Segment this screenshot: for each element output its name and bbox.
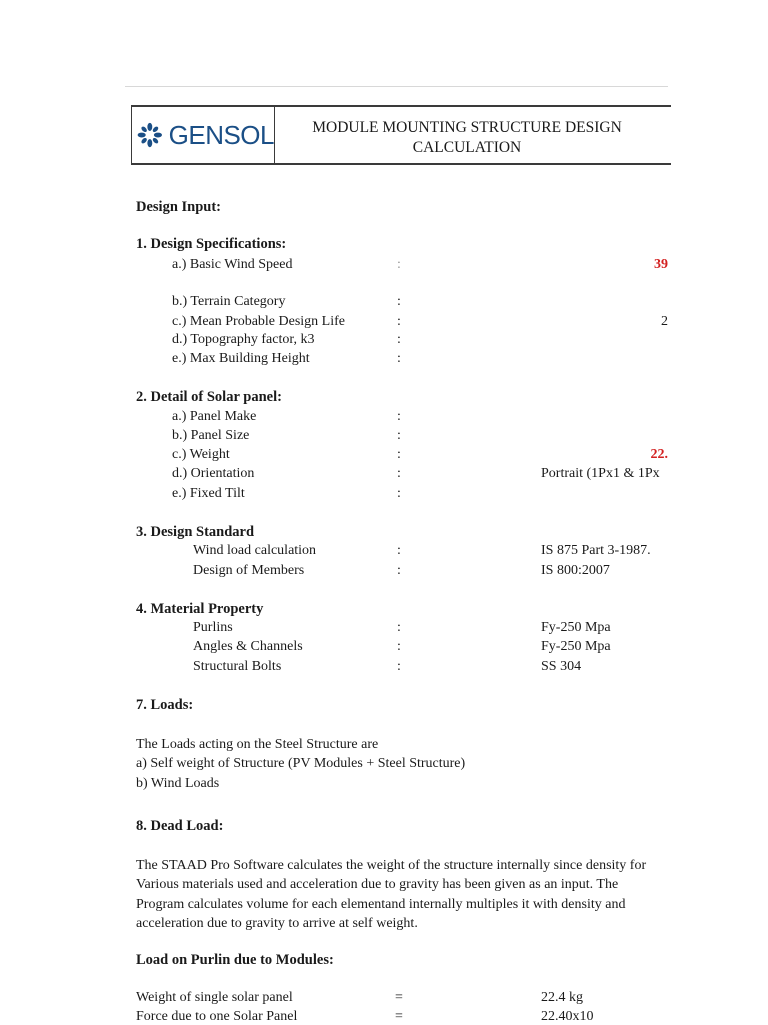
panel-label: b.) Panel Size [172, 428, 250, 443]
spec-colon: : [397, 332, 401, 347]
material-label: Purlins [193, 620, 233, 635]
paragraph-line: b) Wind Loads [136, 775, 220, 791]
spec-label: b.) Terrain Category [172, 294, 286, 309]
panel-colon: : [397, 486, 401, 501]
purlin-label: Force due to one Solar Panel [136, 1009, 298, 1024]
design-input-heading: Design Input: [136, 199, 222, 215]
spec-label: c.) Mean Probable Design Life [172, 314, 345, 329]
standard-colon: : [397, 543, 401, 558]
standard-colon: : [397, 563, 401, 578]
material-colon: : [397, 639, 401, 654]
spec-colon: : [397, 351, 401, 366]
paragraph-line: a) Self weight of Structure (PV Modules + Steel Structure) [136, 756, 466, 772]
purlin-value: 22.4 kg [541, 990, 583, 1005]
section-2-heading: 2. Detail of Solar panel: [136, 389, 282, 405]
section-1-heading: 1. Design Specifications: [136, 236, 287, 252]
panel-label: d.) Orientation [172, 466, 255, 481]
spec-label: a.) Basic Wind Speed [172, 257, 293, 272]
spec-colon: : [397, 257, 401, 272]
material-value: Fy-250 Mpa [541, 639, 611, 654]
panel-colon: : [397, 409, 401, 424]
equals-sign: = [395, 990, 403, 1005]
document-title [275, 107, 671, 163]
panel-colon: : [397, 447, 401, 462]
purlin-label: Weight of single solar panel [136, 990, 293, 1005]
spec-label: d.) Topography factor, k3 [172, 332, 315, 347]
standard-value: IS 875 Part 3-1987. [541, 543, 651, 558]
material-value: Fy-250 Mpa [541, 620, 611, 635]
material-value: SS 304 [541, 659, 582, 674]
paragraph-line: Various materials used and acceleration due to gravity has been given as an input. The [136, 877, 619, 893]
section-8-heading: 8. Dead Load: [136, 818, 224, 834]
material-colon: : [397, 659, 401, 674]
equals-sign: = [395, 1009, 403, 1024]
spec-colon: : [397, 294, 401, 309]
panel-label: e.) Fixed Tilt [172, 486, 245, 501]
spec-value: 2 [661, 314, 668, 329]
company-logo [132, 107, 275, 163]
panel-colon: : [397, 466, 401, 481]
paragraph-line: Program calculates volume for each elementand internally multiples it with density and [136, 896, 626, 912]
section-7-heading: 7. Loads: [136, 697, 194, 713]
purlin-load-heading: Load on Purlin due to Modules: [136, 952, 334, 968]
top-divider [125, 86, 668, 87]
logo-text: GENSOL [168, 119, 274, 150]
dead-load-paragraph [136, 856, 676, 933]
title-line-2: CALCULATION [412, 139, 522, 156]
spec-value: 39 [654, 257, 668, 272]
paragraph-line: acceleration due to gravity to arrive at self weight. [136, 915, 418, 931]
paragraph-line: The STAAD Pro Software calculates the weight of the structure internally since density for [136, 858, 647, 873]
material-label: Structural Bolts [193, 659, 282, 674]
purlin-value: 22.40x10 [541, 1009, 594, 1024]
section-4-heading: 4. Material Property [136, 601, 264, 617]
panel-orientation-value: Portrait (1Px1 & 1Px [541, 466, 660, 481]
material-label: Angles & Channels [193, 639, 303, 654]
panel-weight-value: 22. [650, 447, 668, 462]
section-3-heading: 3. Design Standard [136, 524, 255, 540]
spec-label: e.) Max Building Height [172, 351, 310, 366]
loads-paragraph [136, 735, 676, 793]
gensol-flower-icon [136, 118, 164, 152]
panel-label: c.) Weight [172, 447, 230, 462]
material-colon: : [397, 620, 401, 635]
panel-label: a.) Panel Make [172, 409, 257, 424]
standard-value: IS 800:2007 [541, 563, 610, 578]
paragraph-line: The Loads acting on the Steel Structure are [136, 737, 379, 752]
standard-label: Design of Members [193, 563, 305, 578]
panel-colon: : [397, 428, 401, 443]
spec-colon: : [397, 314, 401, 329]
document-header [131, 105, 671, 165]
title-line-1: MODULE MOUNTING STRUCTURE DESIGN [312, 119, 622, 136]
standard-label: Wind load calculation [193, 543, 317, 558]
